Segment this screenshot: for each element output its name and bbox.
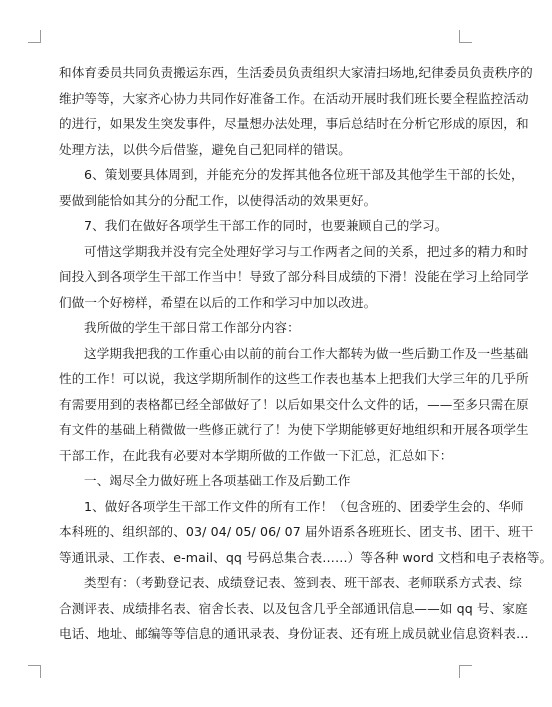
paragraph [59, 213, 448, 239]
crop-mark-bottom-right [459, 665, 472, 678]
text-line: 一、竭尽全力做好班上各项基础工作及后勤工作 [84, 473, 351, 488]
text-line: 维护等等，大家齐心协力共同作好准备工作。在活动开展时我们班长要全程监控活动 [59, 90, 529, 106]
paragraph [59, 341, 529, 469]
paragraph [59, 468, 445, 494]
paragraph [59, 315, 445, 341]
text-line: 电话、地址、邮编等等信息的通讯录表、身份证表、还有班上成员就业信息资料表… [59, 626, 529, 641]
text-line: 处理方法，以供今后借鉴，避免自己犯同样的错误。 [59, 141, 351, 157]
text-line: 这学期我把我的工作重心由以前的前台工作大都转为做一些后勤工作及一些基础 [84, 345, 529, 361]
text-line: 6、策划要具体周到，并能充分的发挥其他各位班干部及其他学生干部的长处， [84, 167, 524, 182]
text-line: 的进行，如果发生突发事件，尽量想办法处理，事后总结时在分析它形成的原因，和 [59, 116, 529, 131]
paragraph [59, 60, 533, 162]
crop-mark-top-right [459, 30, 472, 43]
text-line: 本科班的、组织部的、03/ 04/ 05/ 06/ 07 届外语系各班班长、团支书、团干、班干 [59, 524, 534, 539]
text-line: 合测评表、成绩排名表、宿舍长表、以及包含几乎全部通讯信息——如 qq 号、家庭 [59, 600, 528, 616]
text-line: 可惜这学期我并没有完全处理好学习与工作两者之间的关系，把过多的精力和时 [84, 243, 529, 259]
paragraph [59, 162, 524, 213]
crop-mark-top-left [28, 30, 41, 43]
text-line: 性的工作！可以说，我这学期所制作的这些工作表也基本上把我们大学三年的几乎所 [59, 371, 529, 386]
text-line: 们做一个好榜样，希望在以后的工作和学习中加以改进。 [59, 294, 377, 310]
text-line: 有文件的基础上稍微做一些修正就行了！为使下学期能够更好地组织和开展各项学生 [59, 422, 529, 437]
text-line: 间投入到各项学生干部工作当中！导致了部分科目成绩的下滑！没能在学习上给同学 [59, 269, 529, 284]
text-line: 类型有：（考勤登记表、成绩登记表、签到表、班干部表、老师联系方式表、综 [84, 575, 522, 590]
paragraph [59, 239, 529, 316]
document-body [59, 60, 552, 647]
text-line: 我所做的学生干部日常工作部分内容： [84, 320, 300, 335]
text-line: 和体育委员共同负责搬运东西，生活委员负责组织大家清扫场地,纪律委员负责秩序的 [59, 65, 533, 80]
text-line: 等通讯录、工作表、e-mail、qq 号码总集合表……）等各种 word 文档和电子表格等。 [59, 549, 552, 565]
text-line: 干部工作，在此我有必要对本学期所做的工作做一下汇总，汇总如下： [59, 447, 453, 463]
text-line: 7、我们在做好各项学生干部工作的同时，也要兼顾自己的学习。 [84, 218, 448, 233]
text-line: 要做到能恰如其分的分配工作，以使得活动的效果更好。 [59, 192, 377, 208]
paragraph [59, 494, 552, 571]
text-line: 1、做好各项学生干部工作文件的所有工作！（包含班的、团委学生会的、华师 [84, 498, 524, 514]
paragraph [59, 570, 529, 647]
crop-mark-bottom-left [28, 665, 41, 678]
text-line: 有需要用到的表格都已经全部做好了！以后如果交什么文件的话，——至多只需在原 [59, 396, 529, 412]
